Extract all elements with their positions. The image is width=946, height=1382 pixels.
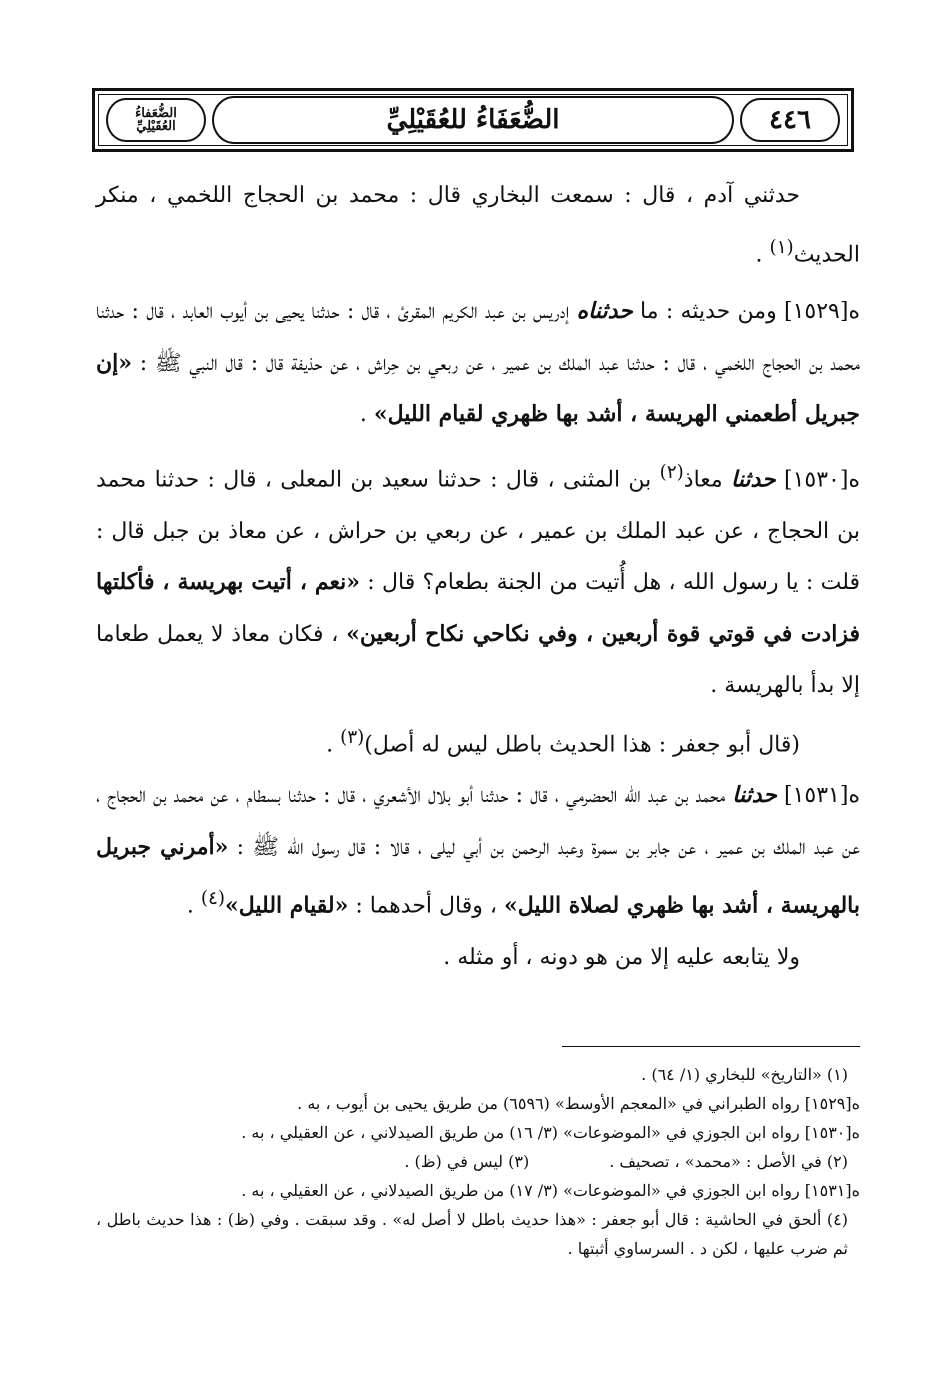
emblem-line-1: الضُّعَفاءُ — [135, 106, 177, 121]
header-emblem — [106, 98, 206, 142]
page-number: ٤٤٦ — [769, 105, 811, 135]
main-text — [96, 170, 860, 984]
footnote-1: (١) «التاريخ» للبخاري (١/ ٦٤) . — [641, 1065, 848, 1084]
footnote-1530: ه[١٥٣٠] رواه ابن الجوزي في «الموضوعات» (٣/ ١٦) من طريق الصيدلاني ، عن العقيلي ، به . — [241, 1123, 860, 1142]
hadith-text: «نعم ، أتيت بهريسة ، فأكلتها فزادت في قوتي قوة أربعين ، وفي نكاحي نكاح أربعين» — [96, 569, 860, 647]
closing-remark: ولا يتابعه عليه إلا من هو دونه ، أو مثله . — [443, 945, 800, 971]
abu-jafar-note: (قال أبو جعفر : هذا الحديث باطل ليس له أصل)$^{(٣)}$ . — [326, 726, 800, 757]
footnote-row-2-3 — [96, 1147, 860, 1176]
emblem-line-2: العُقَيْلِيِّ — [136, 119, 176, 134]
entry-number: [١٥٢٩] — [784, 299, 849, 325]
entry-1529: ه[١٥٢٩] ومن حديثه : ما حدثناه إدريس بن عبد الكريم المقرئ ، قال : حدثنا يحيى بن أيوب العابد ، قال : حدثنا محمد بن الحجاج اللخمي ، قال : حدثنا عبد الملك بن عمير ، عن ربعي بن حِراش ، عن حذيفة قال : قال النبي ﷺ : «إن جبريل أطعمني الهريسة ، أشد بها ظهري لقيام الليل» . — [96, 298, 860, 428]
entry-marker: ه — [848, 299, 860, 325]
header-title-cell — [212, 96, 734, 144]
entry-marker: ه — [848, 467, 860, 493]
footnote-separator — [562, 1046, 860, 1047]
footnotes — [96, 1060, 860, 1263]
entry-1531: ه[١٥٣١] حدثنا محمد بن عبد الله الحضرمي ، قال : حدثنا أبو بلال الأشعري ، قال : حدثنا بسطام ، عن محمد بن الحجاج ، عن عبد الملك بن عمير ، عن جابر بن سمرة وعبد الرحمن بن أبي ليلى ، قالا : قال رسول الله ﷺ : «أمرني جبريل بالهريسة ، أشد بها ظهري لصلاة الليل» ، وقال أحدهما : «لقيام الليل»$^{(٤)}$ . — [96, 782, 860, 919]
hadith-text: «أمرني جبريل بالهريسة ، أشد بها ظهري لصلاة الليل» — [96, 833, 860, 919]
footnote-1531: ه[١٥٣١] رواه ابن الجوزي في «الموضوعات» (٣/ ١٧) من طريق الصيدلاني ، عن العقيلي ، به . — [241, 1181, 860, 1200]
isnad-keyword: حدثنا — [732, 782, 777, 809]
entry-1530: ه[١٥٣٠] حدثنا معاذ$^{(٢)}$ بن المثنى ، قال : حدثنا سعيد بن المعلى ، قال : حدثنا محمد بن الحجاج ، عن عبد الملك بن عمير ، عن ربعي بن حراش ، عن معاذ بن جبل قال : قلت : يا رسول الله ، هل أُتيت من الجنة بطعام؟ قال : «نعم ، أتيت بهريسة ، فأكلتها فزادت في قوتي قوة أربعين ، وفي نكاحي نكاح أربعين» ، فكان معاذ لا يعمل طعاما إلا بدأ بالهريسة . — [96, 461, 860, 699]
footnote-ref-4: (٤) — [200, 888, 225, 910]
entry-marker: ه — [848, 783, 860, 809]
isnad-keyword: حدثنا — [731, 466, 776, 493]
entry-number: [١٥٣١] — [784, 783, 849, 809]
entry-number: [١٥٣٠] — [784, 467, 849, 493]
hadith-variant: «لقيام الليل» — [224, 892, 349, 919]
page-header — [92, 88, 854, 152]
footnote-ref-2: (٢) — [659, 461, 684, 483]
hadith-text: «إن جبريل أطعمني الهريسة ، أشد بها ظهري لقيام الليل» — [96, 349, 860, 428]
isnad-keyword: حدثناه — [576, 298, 633, 325]
footnote-1529: ه[١٥٢٩] رواه الطبراني في «المعجم الأوسط» (٦٥٩٦) من طريق يحيى بن أيوب ، به . — [297, 1094, 860, 1113]
header-page-number-cell — [740, 98, 840, 142]
footnote-3: (٣) ليس في (ظ) . — [404, 1152, 530, 1171]
book-title: الضُّعَفَاءُ للعُقَيْلِيِّ — [386, 105, 560, 135]
footnote-ref-1: (١) — [769, 236, 794, 258]
paragraph-continuation: حدثني آدم ، قال : سمعت البخاري قال : محمد بن الحجاج اللخمي ، منكر الحديث$^{(١)}$ . — [96, 183, 860, 267]
footnote-2: (٢) في الأصل : «محمد» ، تصحيف . — [609, 1152, 848, 1171]
footnote-ref-3: (٣) — [340, 726, 365, 748]
footnote-4: (٤) ألحق في الحاشية : قال أبو جعفر : «هذا حديث باطل لا أصل له» . وقد سبقت . وفي (ظ) : هذا حديث باطل ، ثم ضرب عليها ، لكن د . السرساوي أثبتها . — [96, 1210, 848, 1258]
